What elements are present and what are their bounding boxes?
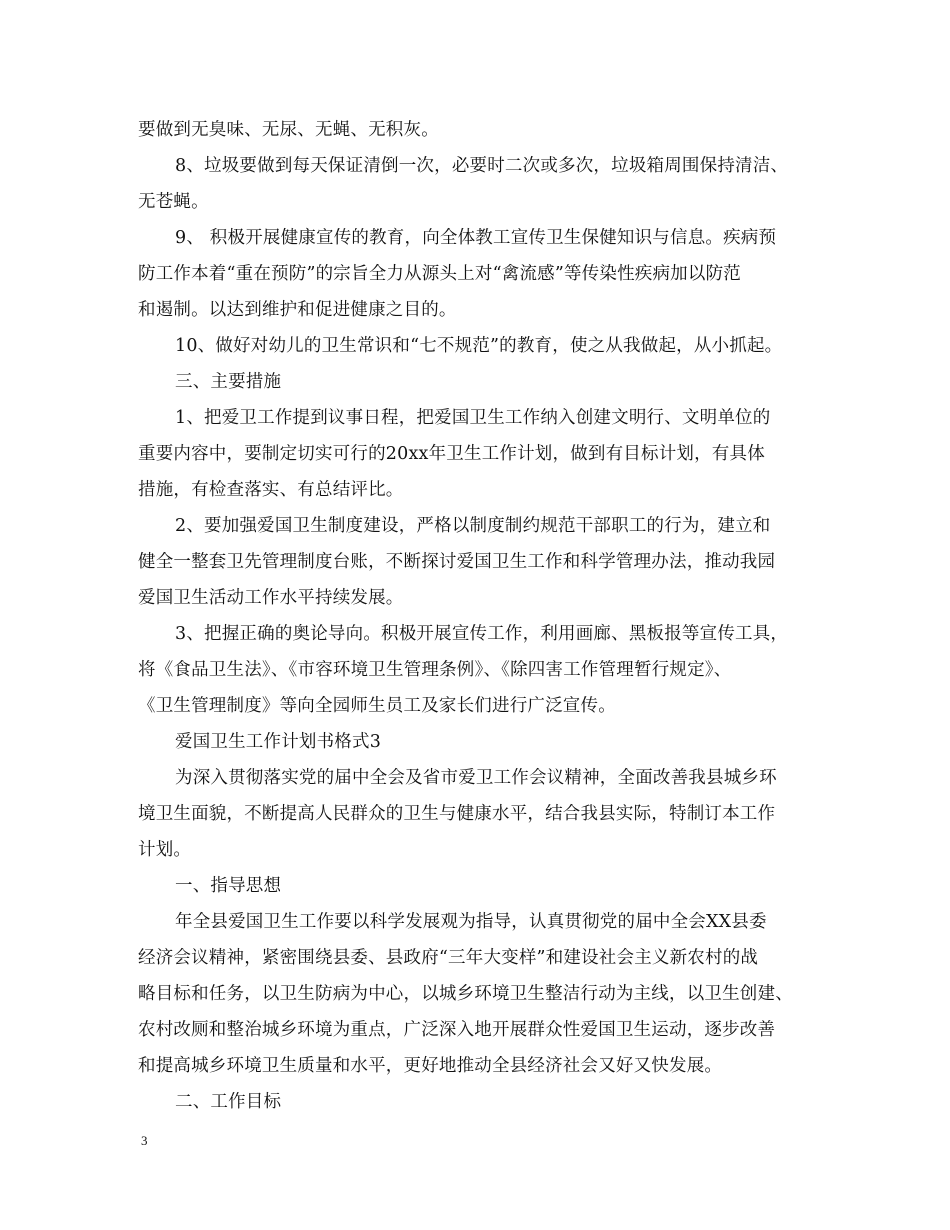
text-line: 9、 积极开展健康宣传的教育，向全体教工宣传卫生保健知识与信息。疾病预: [175, 228, 777, 248]
text-line: 重要内容中，要制定切实可行的20xx年卫生工作计划，做到有目标计划，有具体: [138, 444, 765, 464]
text-line: 将《食品卫生法》、《市容环境卫生管理条例》、《除四害工作管理暂行规定》、: [138, 660, 732, 680]
text-line: 为深入贯彻落实党的届中全会及省市爱卫工作会议精神，全面改善我县城乡环: [175, 768, 777, 788]
text-line: 和遏制。以达到维护和促进健康之目的。: [138, 300, 457, 320]
text-line: 和提高城乡环境卫生质量和水平，更好地推动全县经济社会又好又快发展。: [138, 1056, 723, 1076]
text-line: 措施，有检查落实、有总结评比。: [138, 480, 404, 500]
document-title: 爱国卫生工作计划书格式3: [175, 732, 382, 752]
text-line: 8、垃圾要做到每天保证清倒一次，必要时二次或多次，垃圾箱周围保持清洁、: [175, 156, 789, 176]
text-line: 无苍蝇。: [138, 192, 209, 212]
section-heading: 二、工作目标: [175, 1092, 282, 1112]
text-line: 农村改厕和整治城乡环境为重点，广泛深入地开展群众性爱国卫生运动，逐步改善: [138, 1020, 776, 1040]
text-line: 略目标和任务，以卫生防病为中心，以城乡环境卫生整洁行动为主线，以卫生创建、: [138, 984, 793, 1004]
text-line: 2、要加强爱国卫生制度建设，严格以制度制约规范干部职工的行为，建立和: [175, 516, 771, 536]
text-line: 《卫生管理制度》等向全园师生员工及家长们进行广泛宣传。: [138, 696, 616, 716]
text-line: 3、把握正确的奥论导向。积极开展宣传工作，利用画廊、黑板报等宣传工具，: [175, 624, 789, 644]
text-line: 年全县爱国卫生工作要以科学发展观为指导，认真贯彻党的届中全会XX县委: [175, 912, 767, 932]
text-line: 健全一整套卫先管理制度台账，不断探讨爱国卫生工作和科学管理办法，推动我园: [138, 552, 776, 572]
text-line: 1、把爱卫工作提到议事日程，把爱国卫生工作纳入创建文明行、文明单位的: [175, 408, 771, 428]
page-number: 3: [141, 1133, 148, 1148]
text-line: 10、做好对幼儿的卫生常识和“七不规范”的教育，使之从我做起，从小抓起。: [175, 336, 783, 356]
text-line: 经济会议精神，紧密围绕县委、县政府“三年大变样”和建设社会主义新农村的战: [138, 948, 759, 968]
section-heading: 一、指导思想: [175, 876, 282, 896]
text-line: 防工作本着“重在预防”的宗旨全力从源头上对“禽流感”等传染性疾病加以防范: [138, 264, 741, 284]
text-line: 爱国卫生活动工作水平持续发展。: [138, 588, 404, 608]
text-line: 要做到无臭味、无尿、无蝇、无积灰。: [138, 120, 439, 140]
text-line: 计划。: [138, 840, 192, 860]
text-line: 境卫生面貌，不断提高人民群众的卫生与健康水平，结合我县实际，特制订本工作: [138, 804, 776, 824]
section-heading: 三、主要措施: [175, 372, 282, 392]
